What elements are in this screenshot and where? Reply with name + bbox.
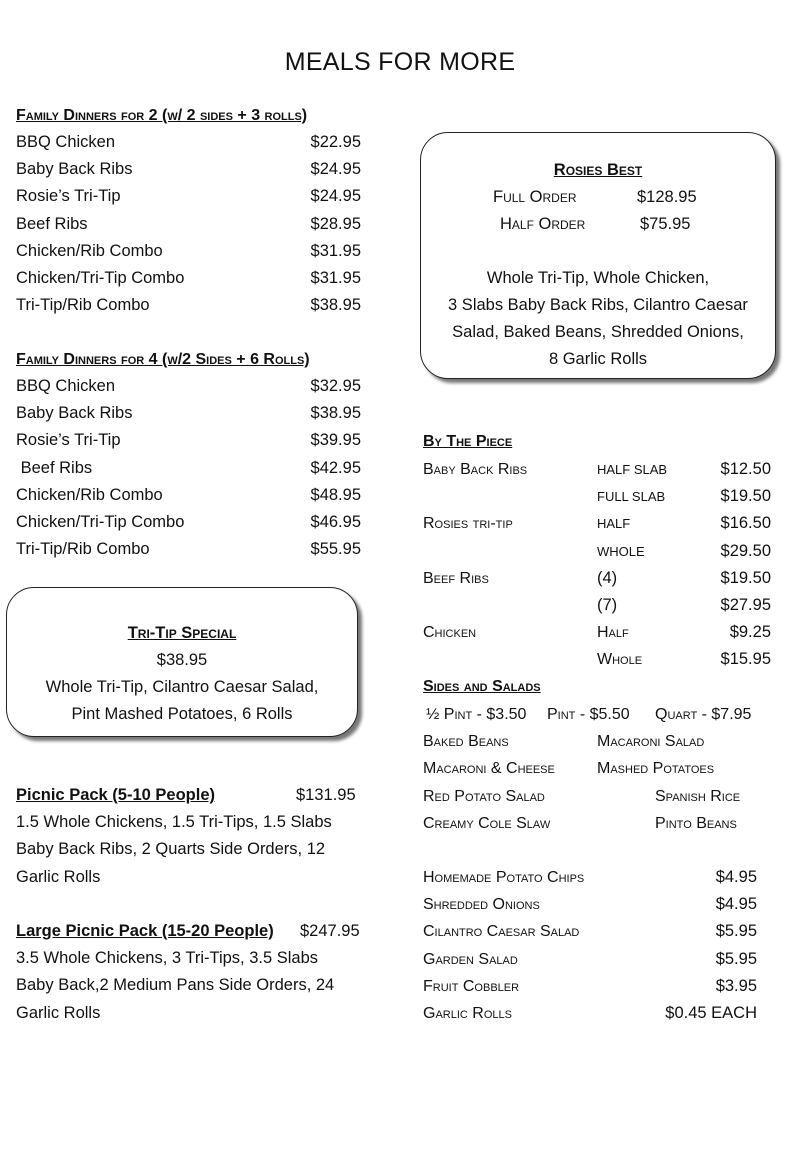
tri-tip-special-desc: Pint Mashed Potatoes, 6 Rolls xyxy=(71,705,293,723)
extras-list xyxy=(423,864,757,1027)
menu-item: Chicken/Rib Combo $31.95 xyxy=(16,241,361,260)
large-picnic-pack-price: $247.95 xyxy=(300,922,360,940)
large-picnic-pack-desc: 3.5 Whole Chickens, 3 Tri-Tips, 3.5 Slabs xyxy=(16,949,319,968)
large-picnic-pack-desc: Baby Back,2 Medium Pans Side Orders, 24 xyxy=(16,976,335,995)
menu-item: Chicken/Rib Combo $48.95 xyxy=(16,485,361,504)
side-row: Macaroni & Cheese Mashed Potatoes xyxy=(423,760,715,778)
family-dinners-4 xyxy=(16,346,361,563)
piece-row: Baby Back Ribs HALF SLAB $12.50 xyxy=(423,460,771,478)
picnic-pack-desc: 1.5 Whole Chickens, 1.5 Tri-Tips, 1.5 Slabs xyxy=(16,813,332,832)
section-heading: By The Piece xyxy=(423,433,513,450)
sides-and-salads xyxy=(423,673,771,837)
tri-tip-special-desc: Whole Tri-Tip, Cilantro Caesar Salad, xyxy=(45,678,319,696)
side-sizes: ½ Pint - $3.50 Pint - $5.50 Quart - $7.95 xyxy=(426,706,752,723)
menu-item: Tri-Tip/Rib Combo $55.95 xyxy=(16,540,361,559)
side-row: Creamy Cole Slaw Pinto Beans xyxy=(423,814,737,832)
side-row: Red Potato Salad Spanish Rice xyxy=(423,787,741,805)
tri-tip-special-price: $38.95 xyxy=(156,651,208,669)
piece-row: FULL SLAB $19.50 xyxy=(597,487,771,506)
full-order-row: Full Order $128.95 xyxy=(493,188,697,206)
section-heading: Family Dinners for 2 (w/ 2 sides + 3 rolls) xyxy=(16,107,308,124)
picnic-pack-desc: Garlic Rolls xyxy=(16,867,101,886)
large-picnic-pack-name: Large Picnic Pack (15-20 People) xyxy=(16,922,274,940)
extra-row: Fruit Cobbler $3.95 xyxy=(423,976,757,995)
rosies-best-desc: 3 Slabs Baby Back Ribs, Cilantro Caesar xyxy=(448,296,748,314)
menu-item: Beef Ribs $42.95 xyxy=(16,458,361,477)
extra-row: Cilantro Caesar Salad $5.95 xyxy=(423,922,757,941)
rosies-best-desc: 8 Garlic Rolls xyxy=(548,350,648,368)
picnic-pack xyxy=(16,782,366,891)
section-heading: Sides and Salads xyxy=(423,678,541,695)
large-picnic-pack-desc: Garlic Rolls xyxy=(16,1003,101,1022)
tri-tip-special-heading: Tri-Tip Special xyxy=(127,624,237,642)
half-order-row: Half Order $75.95 xyxy=(500,215,691,233)
menu-item: Rosie’s Tri-Tip $24.95 xyxy=(16,187,361,206)
menu-item: Chicken/Tri-Tip Combo $46.95 xyxy=(16,512,361,531)
piece-row: WHOLE $29.50 xyxy=(597,541,771,560)
piece-row: (7) $27.95 xyxy=(597,595,771,614)
rosies-best-heading: Rosies Best xyxy=(553,161,643,179)
family-dinners-2 xyxy=(16,102,361,319)
extra-row: Garlic Rolls $0.45 EACH xyxy=(423,1003,757,1022)
menu-item: Tri-Tip/Rib Combo $38.95 xyxy=(16,296,361,315)
picnic-pack-price: $131.95 xyxy=(296,786,356,804)
by-the-piece xyxy=(423,428,771,674)
rosies-best-desc: Whole Tri-Tip, Whole Chicken, xyxy=(486,269,710,287)
menu-item: Baby Back Ribs $24.95 xyxy=(16,160,361,179)
menu-item: Rosie’s Tri-Tip $39.95 xyxy=(16,431,361,450)
extra-row: Garden Salad $5.95 xyxy=(423,949,757,968)
picnic-pack-desc: Baby Back Ribs, 2 Quarts Side Orders, 12 xyxy=(16,840,326,859)
page-title: MEALS FOR MORE xyxy=(284,48,516,76)
menu-item: Beef Ribs $28.95 xyxy=(16,214,361,233)
menu-item: BBQ Chicken $32.95 xyxy=(16,377,361,395)
large-picnic-pack xyxy=(16,918,366,1027)
piece-row: Whole $15.95 xyxy=(597,650,771,669)
section-heading: Family Dinners for 4 (w/2 Sides + 6 Rolls) xyxy=(16,351,310,368)
menu-item: BBQ Chicken $22.95 xyxy=(16,133,361,151)
side-row: Baked Beans Macaroni Salad xyxy=(423,733,705,751)
rosies-best-desc: Salad, Baked Beans, Shredded Onions, xyxy=(452,323,744,341)
piece-row: Beef Ribs (4) $19.50 xyxy=(423,568,771,587)
piece-row: Chicken Half $9.25 xyxy=(423,623,771,642)
tri-tip-special-box xyxy=(6,587,358,737)
piece-row: Rosies tri-tip HALF $16.50 xyxy=(423,514,771,533)
menu-item: Baby Back Ribs $38.95 xyxy=(16,404,361,423)
extra-row: Shredded Onions $4.95 xyxy=(423,895,757,914)
menu-item: Chicken/Tri-Tip Combo $31.95 xyxy=(16,268,361,287)
rosies-best-box xyxy=(420,132,776,379)
extra-row: Homemade Potato Chips $4.95 xyxy=(423,868,757,886)
picnic-pack-name: Picnic Pack (5-10 People) xyxy=(16,786,216,804)
